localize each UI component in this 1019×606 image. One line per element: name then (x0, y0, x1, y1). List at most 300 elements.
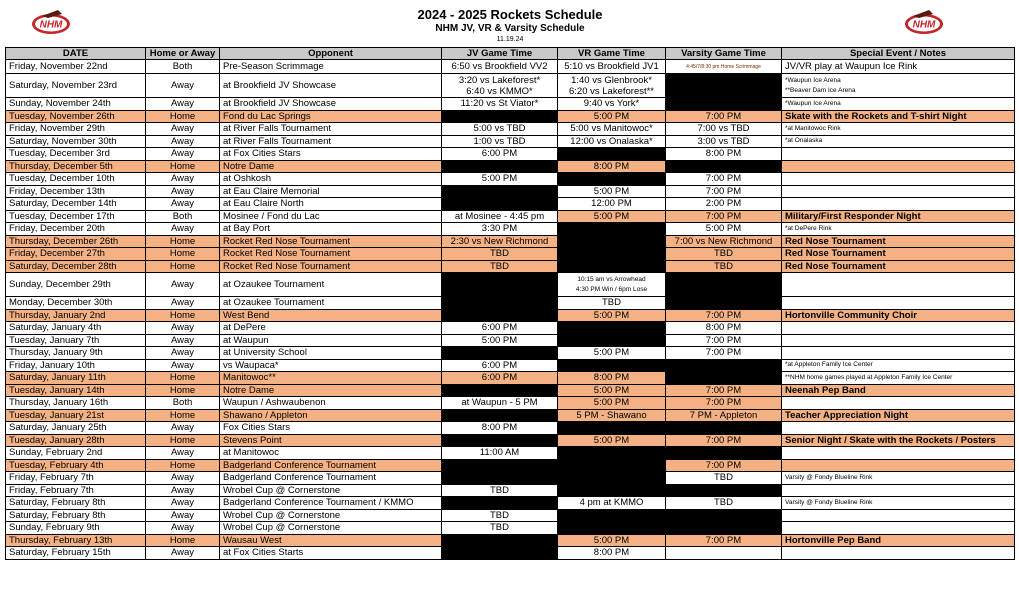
notes-cell (782, 497, 1015, 510)
home-away-cell: Home (146, 248, 220, 261)
date-cell: Tuesday, December 17th (6, 210, 146, 223)
table-row (6, 397, 1015, 410)
opponent-cell: at DePere (220, 322, 442, 335)
note-text: Hortonville Pep Band (785, 534, 882, 546)
varsity-time-cell (666, 334, 782, 347)
vr-time-cell (558, 359, 666, 372)
notes-cell (782, 160, 1015, 173)
notes-cell (782, 547, 1015, 560)
varsity-time-cell (666, 547, 782, 560)
table-row (6, 160, 1015, 173)
vr-time-cell (558, 434, 666, 447)
cell-text: 5:00 PM (593, 185, 630, 197)
date-cell: Tuesday, January 21st (6, 409, 146, 422)
notes-cell (782, 397, 1015, 410)
notes-cell (782, 472, 1015, 485)
cell-text: 7:00 PM (705, 397, 742, 409)
cell-text: 5:00 PM (593, 110, 630, 122)
jv-time-cell (442, 148, 558, 161)
table-row (6, 260, 1015, 273)
note-text: Red Nose Tournament (785, 248, 886, 260)
opponent-cell: Badgerland Conference Tournament / KMMO (220, 497, 442, 510)
date-cell: Saturday, January 25th (6, 422, 146, 435)
date-cell: Friday, December 13th (6, 185, 146, 198)
varsity-time-cell (666, 110, 782, 123)
home-away-cell: Home (146, 534, 220, 547)
table-row (6, 359, 1015, 372)
opponent-cell: at Eau Claire Memorial (220, 185, 442, 198)
jv-time-cell (442, 422, 558, 435)
vr-time-cell (558, 123, 666, 136)
cell-text: 5:00 PM (593, 397, 630, 409)
home-away-cell: Away (146, 198, 220, 211)
cell-text: TBD (714, 260, 733, 272)
opponent-cell: Notre Dame (220, 160, 442, 173)
cell-text: 7 PM - Appleton (689, 409, 758, 421)
vr-time-cell (558, 472, 666, 485)
home-away-cell: Away (146, 497, 220, 510)
column-header: Opponent (220, 48, 442, 60)
date-cell: Saturday, January 4th (6, 322, 146, 335)
cell-text: 7:00 PM (705, 309, 742, 321)
vr-time-cell (558, 210, 666, 223)
notes-cell (782, 135, 1015, 148)
home-away-cell: Away (146, 322, 220, 335)
date-cell: Saturday, November 30th (6, 135, 146, 148)
table-row (6, 497, 1015, 510)
notes-cell (782, 248, 1015, 261)
varsity-time-cell (666, 372, 782, 385)
home-away-cell: Away (146, 173, 220, 186)
notes-cell (782, 322, 1015, 335)
cell-text: 5:00 PM (705, 223, 742, 235)
note-text: Neenah Pep Band (785, 384, 866, 396)
jv-time-cell (442, 98, 558, 111)
home-away-cell: Home (146, 160, 220, 173)
cell-text: 5:00 PM (593, 309, 630, 321)
varsity-time-cell (666, 422, 782, 435)
table-row (6, 322, 1015, 335)
opponent-cell: Rocket Red Nose Tournament (220, 260, 442, 273)
jv-time-cell (442, 347, 558, 360)
jv-time-cell (442, 359, 558, 372)
date-cell: Sunday, November 24th (6, 98, 146, 111)
table-row (6, 273, 1015, 297)
vr-time-cell (558, 260, 666, 273)
date-cell: Friday, February 7th (6, 484, 146, 497)
notes-cell (782, 509, 1015, 522)
svg-text:NHM: NHM (39, 19, 63, 31)
cell-text: 7:00 PM (705, 534, 742, 546)
date-cell: Tuesday, November 26th (6, 110, 146, 123)
vr-time-cell (558, 148, 666, 161)
table-row (6, 297, 1015, 310)
cell-text: 5:00 PM (593, 384, 630, 396)
varsity-time-cell (666, 223, 782, 236)
opponent-cell: at Ozaukee Tournament (220, 273, 442, 297)
date-cell: Saturday, February 8th (6, 509, 146, 522)
jv-time-cell (442, 210, 558, 223)
table-row (6, 74, 1015, 98)
home-away-cell: Away (146, 347, 220, 360)
date-cell: Thursday, January 2nd (6, 309, 146, 322)
home-away-cell: Home (146, 372, 220, 385)
vr-time-cell (558, 273, 666, 297)
vr-time-cell (558, 422, 666, 435)
vr-time-cell (558, 447, 666, 460)
note-text: *Waupun Ice Arena (785, 76, 841, 84)
vr-time-cell (558, 322, 666, 335)
cell-text: 5:00 PM (593, 210, 630, 222)
column-header: Special Event / Notes (782, 48, 1015, 60)
home-away-cell: Away (146, 422, 220, 435)
nhm-logo-right-icon (901, 8, 947, 36)
date-cell: Tuesday, December 3rd (6, 148, 146, 161)
opponent-cell: Wrobel Cup @ Cornerstone (220, 522, 442, 535)
vr-time-cell (558, 509, 666, 522)
schedule-table (5, 47, 1015, 560)
jv-time-cell (442, 173, 558, 186)
cell-text: 12:00 PM (591, 198, 632, 210)
cell-text: 5 PM - Shawano (576, 409, 647, 421)
vr-time-cell (558, 248, 666, 261)
date-cell: Thursday, February 13th (6, 534, 146, 547)
jv-time-cell (442, 110, 558, 123)
jv-time-cell (442, 198, 558, 211)
cell-text: 11:00 AM (479, 447, 520, 459)
note-text: *at DePere Rink (785, 224, 832, 232)
table-row (6, 534, 1015, 547)
opponent-cell: at Ozaukee Tournament (220, 297, 442, 310)
vr-time-cell (558, 60, 666, 74)
notes-cell (782, 198, 1015, 211)
home-away-cell: Away (146, 359, 220, 372)
notes-cell (782, 223, 1015, 236)
cell-text: TBD (490, 248, 509, 260)
cell-text: 11:20 vs St Viator* (460, 98, 539, 110)
note-text: Military/First Responder Night (785, 210, 921, 222)
note-text: *at Manitowoc Rink (785, 124, 841, 132)
opponent-cell: Wrobel Cup @ Cornerstone (220, 509, 442, 522)
notes-cell (782, 522, 1015, 535)
varsity-time-cell (666, 148, 782, 161)
jv-time-cell (442, 509, 558, 522)
varsity-time-cell (666, 409, 782, 422)
cell-text: 7:00 PM (705, 210, 742, 222)
vr-time-cell (558, 297, 666, 310)
cell-text: 8:00 PM (705, 322, 742, 334)
varsity-time-cell (666, 534, 782, 547)
table-row (6, 235, 1015, 248)
table-row (6, 123, 1015, 136)
jv-time-cell (442, 74, 558, 98)
opponent-cell: at Eau Claire North (220, 198, 442, 211)
cell-text: TBD (490, 260, 509, 272)
varsity-time-cell (666, 322, 782, 335)
cell-text: 1:00 vs TBD (473, 135, 526, 147)
page-subtitle: NHM JV, VR & Varsity Schedule (435, 23, 585, 34)
vr-time-cell (558, 409, 666, 422)
opponent-cell: Wrobel Cup @ Cornerstone (220, 484, 442, 497)
cell-text: 2:30 vs New Richmond (450, 235, 549, 247)
opponent-cell: at Manitowoc (220, 447, 442, 460)
table-row (6, 173, 1015, 186)
notes-cell (782, 372, 1015, 385)
varsity-time-cell (666, 173, 782, 186)
cell-text: 3:00 vs TBD (697, 135, 750, 147)
varsity-time-cell (666, 123, 782, 136)
cell-text: TBD (714, 497, 733, 509)
cell-text: 6:50 vs Brookfield VV2 (451, 61, 548, 72)
home-away-cell: Home (146, 260, 220, 273)
jv-time-cell (442, 497, 558, 510)
column-header: DATE (6, 48, 146, 60)
varsity-time-cell (666, 484, 782, 497)
date-cell: Thursday, December 26th (6, 235, 146, 248)
table-row (6, 334, 1015, 347)
date-cell: Friday, February 7th (6, 472, 146, 485)
date-cell: Tuesday, January 7th (6, 334, 146, 347)
cell-text: 6:00 PM (481, 359, 518, 371)
jv-time-cell (442, 135, 558, 148)
title-block (300, 6, 720, 44)
note-text: Varsity @ Fondy Blueline Rink (785, 498, 873, 506)
varsity-time-cell (666, 447, 782, 460)
revision-date: 11.19.24 (496, 36, 524, 43)
jv-time-cell (442, 248, 558, 261)
notes-cell (782, 347, 1015, 360)
cell-text: 5:00 PM (481, 334, 518, 346)
home-away-cell: Home (146, 459, 220, 472)
jv-time-cell (442, 123, 558, 136)
cell-text: 8:00 PM (705, 148, 742, 160)
table-row (6, 522, 1015, 535)
date-cell: Tuesday, December 10th (6, 173, 146, 186)
opponent-cell: Stevens Point (220, 434, 442, 447)
vr-time-cell (558, 372, 666, 385)
date-cell: Saturday, February 8th (6, 497, 146, 510)
varsity-time-cell (666, 160, 782, 173)
cell-text: TBD (490, 509, 509, 521)
page-title: 2024 - 2025 Rockets Schedule (417, 7, 603, 22)
opponent-cell: at Fox Cities Stars (220, 148, 442, 161)
home-away-cell: Away (146, 98, 220, 111)
notes-cell (782, 534, 1015, 547)
cell-text: 5:00 PM (593, 434, 630, 446)
varsity-time-cell (666, 347, 782, 360)
varsity-time-cell (666, 198, 782, 211)
home-away-cell: Both (146, 60, 220, 74)
opponent-cell: at River Falls Tournament (220, 135, 442, 148)
jv-time-cell (442, 297, 558, 310)
home-away-cell: Both (146, 210, 220, 223)
cell-text: 6:20 vs Lakeforest** (568, 85, 655, 97)
cell-text: TBD (602, 297, 621, 309)
opponent-cell: Shawano / Appleton (220, 409, 442, 422)
notes-cell (782, 273, 1015, 297)
notes-cell (782, 123, 1015, 136)
note-text: **Beaver Dam Ice Arena (785, 86, 856, 94)
date-cell: Thursday, January 16th (6, 397, 146, 410)
cell-text: 7:00 PM (705, 185, 742, 197)
cell-text: 7:00 PM (705, 434, 742, 446)
notes-cell (782, 359, 1015, 372)
cell-text: 5:00 PM (593, 534, 630, 546)
note-text: *at Onalaska (785, 137, 823, 145)
table-row (6, 309, 1015, 322)
notes-cell (782, 74, 1015, 98)
cell-text: 1:40 vs Glenbrook* (571, 74, 652, 86)
jv-time-cell (442, 160, 558, 173)
home-away-cell: Away (146, 273, 220, 297)
notes-cell (782, 459, 1015, 472)
date-cell: Tuesday, January 14th (6, 384, 146, 397)
home-away-cell: Away (146, 472, 220, 485)
note-text: **NHM home games played at Appleton Family Ice Center (785, 373, 953, 381)
notes-cell (782, 98, 1015, 111)
opponent-cell: Badgerland Conference Tournament (220, 459, 442, 472)
table-row (6, 185, 1015, 198)
opponent-cell: Notre Dame (220, 384, 442, 397)
vr-time-cell (558, 110, 666, 123)
varsity-time-cell (666, 248, 782, 261)
cell-text: 7:00 vs TBD (697, 123, 750, 135)
cell-text: 8:00 PM (593, 160, 630, 172)
vr-time-cell (558, 547, 666, 560)
cell-text: 4:30 PM Win / 6pm Lose (575, 285, 648, 293)
vr-time-cell (558, 534, 666, 547)
notes-cell (782, 409, 1015, 422)
varsity-time-cell (666, 384, 782, 397)
cell-text: 7:00 PM (705, 347, 742, 359)
notes-cell (782, 334, 1015, 347)
opponent-cell: Manitowoc** (220, 372, 442, 385)
opponent-cell: Fox Cities Stars (220, 422, 442, 435)
table-row (6, 98, 1015, 111)
home-away-cell: Home (146, 384, 220, 397)
vr-time-cell (558, 160, 666, 173)
table-row (6, 347, 1015, 360)
note-text: Skate with the Rockets and T-shirt Night (785, 110, 967, 122)
cell-text: 5:10 vs Brookfield JV1 (564, 61, 659, 72)
varsity-time-cell (666, 297, 782, 310)
opponent-cell: Badgerland Conference Tournament (220, 472, 442, 485)
cell-text: 7:00 PM (705, 173, 742, 185)
notes-cell (782, 484, 1015, 497)
opponent-cell: Mosinee / Fond du Lac (220, 210, 442, 223)
table-row (6, 110, 1015, 123)
jv-time-cell (442, 472, 558, 485)
note-text: JV/VR play at Waupun Ice Rink (785, 61, 918, 72)
date-cell: Friday, December 27th (6, 248, 146, 261)
table-row (6, 472, 1015, 485)
home-away-cell: Home (146, 409, 220, 422)
cell-text: 3:20 vs Lakeforest* (458, 74, 541, 86)
opponent-cell: Wausau West (220, 534, 442, 547)
varsity-time-cell (666, 185, 782, 198)
jv-time-cell (442, 447, 558, 460)
column-header: VR Game Time (558, 48, 666, 60)
table-row (6, 447, 1015, 460)
cell-text: TBD (490, 484, 509, 496)
varsity-time-cell (666, 497, 782, 510)
opponent-cell: at Fox Cities Starts (220, 547, 442, 560)
varsity-time-cell (666, 309, 782, 322)
date-cell: Tuesday, January 28th (6, 434, 146, 447)
cell-text: 4:45/7/8:30 pm Home Scrimmage (686, 64, 761, 70)
cell-text: 8:00 PM (593, 372, 630, 384)
vr-time-cell (558, 309, 666, 322)
notes-cell (782, 422, 1015, 435)
note-text: Varsity @ Fondy Blueline Rink (785, 473, 873, 481)
home-away-cell: Away (146, 334, 220, 347)
date-cell: Tuesday, February 4th (6, 459, 146, 472)
notes-cell (782, 309, 1015, 322)
date-cell: Saturday, February 15th (6, 547, 146, 560)
varsity-time-cell (666, 397, 782, 410)
note-text: *at Appleton Family Ice Center (785, 361, 873, 369)
home-away-cell: Away (146, 135, 220, 148)
notes-cell (782, 447, 1015, 460)
date-cell: Saturday, December 28th (6, 260, 146, 273)
opponent-cell: at Brookfield JV Showcase (220, 98, 442, 111)
table-row (6, 148, 1015, 161)
cell-text: 12:00 vs Onalaska* (570, 135, 653, 147)
home-away-cell: Away (146, 223, 220, 236)
home-away-cell: Away (146, 547, 220, 560)
cell-text: 7:00 PM (705, 384, 742, 396)
opponent-cell: Waupun / Ashwaubenon (220, 397, 442, 410)
vr-time-cell (558, 135, 666, 148)
jv-time-cell (442, 60, 558, 74)
jv-time-cell (442, 309, 558, 322)
opponent-cell: West Bend (220, 309, 442, 322)
vr-time-cell (558, 198, 666, 211)
opponent-cell: at Brookfield JV Showcase (220, 74, 442, 98)
table-row (6, 135, 1015, 148)
note-text: Hortonville Community Choir (785, 309, 917, 321)
jv-time-cell (442, 372, 558, 385)
opponent-cell: Rocket Red Nose Tournament (220, 248, 442, 261)
table-row (6, 210, 1015, 223)
note-text: Red Nose Tournament (785, 260, 886, 272)
opponent-cell: Fond du Lac Springs (220, 110, 442, 123)
date-cell: Thursday, December 5th (6, 160, 146, 173)
varsity-time-cell (666, 74, 782, 98)
home-away-cell: Away (146, 297, 220, 310)
opponent-cell: Rocket Red Nose Tournament (220, 235, 442, 248)
note-text: Red Nose Tournament (785, 235, 886, 247)
column-header: Home or Away (146, 48, 220, 60)
opponent-cell: at Waupun (220, 334, 442, 347)
vr-time-cell (558, 459, 666, 472)
home-away-cell: Away (146, 123, 220, 136)
svg-text:NHM: NHM (912, 19, 936, 31)
jv-time-cell (442, 322, 558, 335)
table-row (6, 60, 1015, 74)
table-row (6, 384, 1015, 397)
varsity-time-cell (666, 472, 782, 485)
jv-time-cell (442, 547, 558, 560)
vr-time-cell (558, 223, 666, 236)
table-row (6, 422, 1015, 435)
cell-text: at Waupun - 5 PM (461, 397, 538, 409)
jv-time-cell (442, 484, 558, 497)
date-cell: Sunday, December 29th (6, 273, 146, 297)
table-row (6, 547, 1015, 560)
home-away-cell: Away (146, 484, 220, 497)
opponent-cell: at University School (220, 347, 442, 360)
